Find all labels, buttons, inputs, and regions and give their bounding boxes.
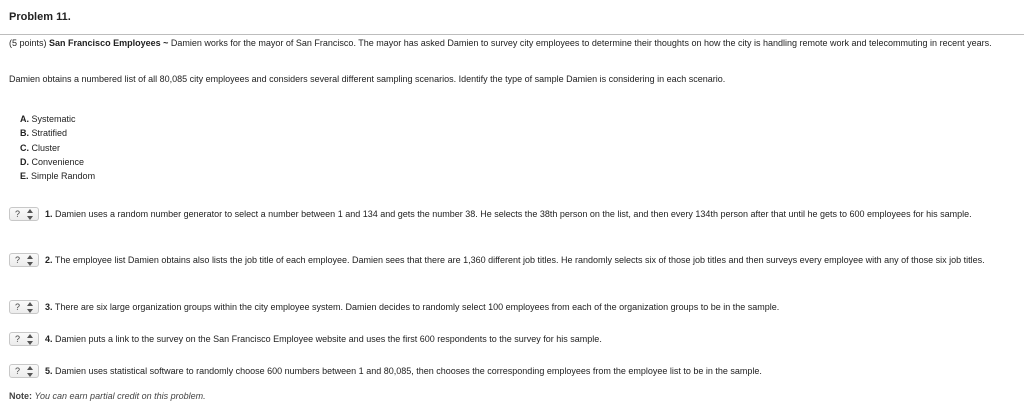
intro-text: Damien works for the mayor of San Francisco. The mayor has asked Damien to survey city employees to determine their thoughts on how the city is handling remote work and telecommuting in recent years.	[170, 38, 992, 48]
option-letter: E.	[20, 171, 29, 182]
problem-title: Problem 11.	[0, 0, 1024, 35]
answer-select-4[interactable]	[9, 332, 39, 346]
question-text: The employee list Damien obtains also lists the job title of each employee. Damien sees that there are 1,360 different job titles. He randomly selects six of those job titles and then surveys every employee with any of those six job titles.	[54, 255, 985, 265]
question-number: 3.	[45, 302, 53, 312]
question-5	[9, 363, 1019, 380]
question-number: 5.	[45, 366, 53, 376]
select-arrows-icon	[27, 302, 33, 313]
option-label: Systematic	[31, 114, 76, 124]
selected-value: ?	[15, 254, 21, 265]
answer-select-2[interactable]	[9, 253, 39, 267]
option-c	[20, 141, 95, 155]
scenario-setup: Damien obtains a numbered list of all 80,085 city employees and considers several different sampling scenarios. Identify the type of sample Damien is considering in each scenario.	[9, 74, 726, 84]
answer-options-list	[20, 112, 95, 183]
question-number: 1.	[45, 209, 53, 219]
selected-value: ?	[15, 333, 21, 344]
question-3	[9, 299, 1019, 316]
question-4	[9, 331, 1019, 348]
option-d	[20, 155, 95, 169]
partial-credit-note	[9, 391, 206, 401]
option-letter: C.	[20, 142, 29, 153]
answer-select-3[interactable]	[9, 300, 39, 314]
select-arrows-icon	[27, 255, 33, 266]
question-text: Damien uses a random number generator to select a number between 1 and 134 and gets the number 38. He selects the 38th person on the list, and then every 134th person after that until he gets to 600 employees for his sample.	[55, 209, 972, 219]
select-arrows-icon	[27, 334, 33, 345]
selected-value: ?	[15, 301, 21, 312]
select-arrows-icon	[27, 366, 33, 377]
option-letter: A.	[20, 114, 29, 124]
question-number: 4.	[45, 334, 53, 344]
option-letter: D.	[20, 156, 29, 167]
answer-select-5[interactable]	[9, 364, 39, 378]
option-letter: B.	[20, 128, 29, 139]
question-1	[9, 206, 1019, 223]
note-label: Note:	[9, 391, 32, 401]
question-number: 2.	[45, 255, 53, 265]
points-label: (5 points)	[9, 38, 47, 48]
note-text: You can earn partial credit on this problem.	[34, 391, 206, 401]
option-a	[20, 112, 95, 126]
option-label: Cluster	[31, 142, 61, 153]
answer-select-1[interactable]	[9, 207, 39, 221]
select-arrows-icon	[27, 209, 33, 220]
option-e	[20, 169, 95, 183]
selected-value: ?	[15, 208, 21, 219]
option-label: Simple Random	[31, 171, 96, 182]
question-2	[9, 252, 1019, 269]
question-text: There are six large organization groups within the city employee system. Damien decides to randomly select 100 employees from each of the organization groups to be in the sample.	[54, 302, 780, 312]
option-label: Convenience	[31, 156, 85, 167]
problem-intro	[9, 37, 999, 50]
option-b	[20, 126, 95, 140]
question-text: Damien puts a link to the survey on the San Francisco Employee website and uses the first 600 respondents to the survey for his sample.	[55, 334, 602, 344]
problem-topic: San Francisco Employees ~	[49, 38, 169, 48]
selected-value: ?	[15, 365, 21, 376]
option-label: Stratified	[31, 128, 68, 139]
question-text: Damien uses statistical software to randomly choose 600 numbers between 1 and 80,085, then chooses the corresponding employees from the employee list to be in the sample.	[55, 366, 762, 376]
